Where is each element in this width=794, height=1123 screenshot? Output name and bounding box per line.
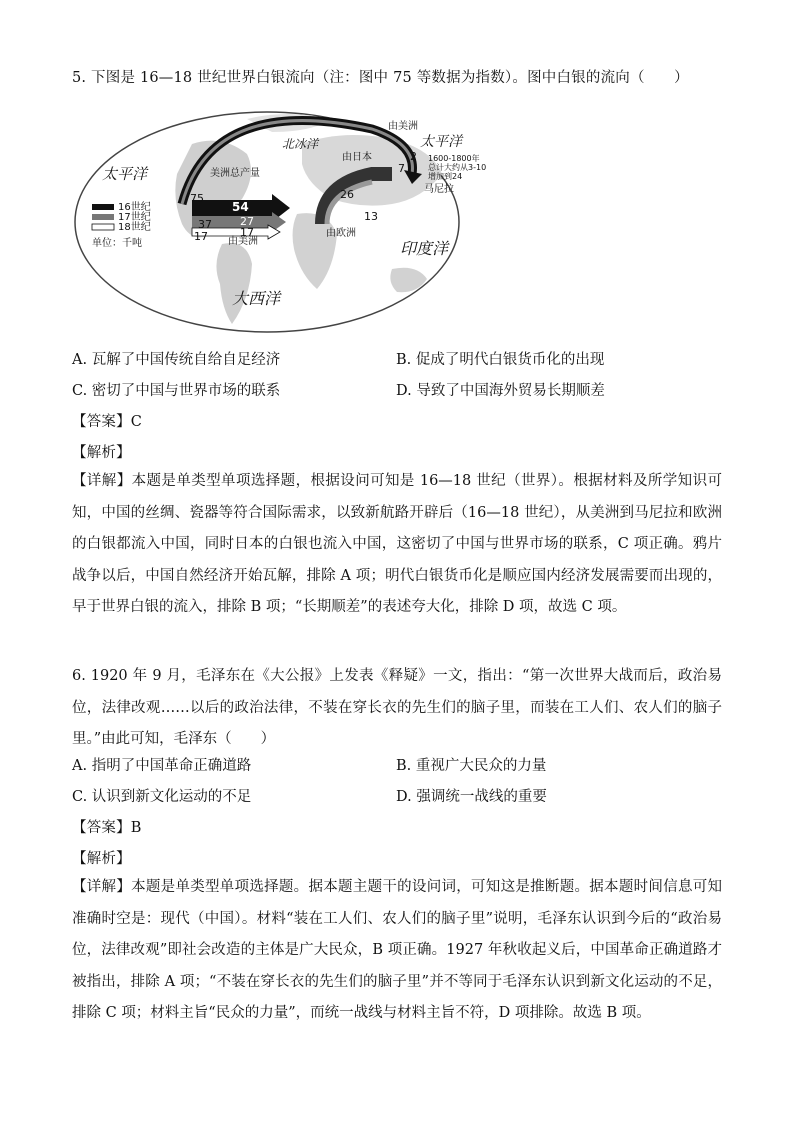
value-17-b: 17 bbox=[240, 226, 254, 239]
ocean-indian: 印度洋 bbox=[400, 239, 449, 258]
q6-stem: 6. 1920 年 9 月，毛泽东在《大公报》上发表《释疑》一文，指出：“第一次世界大战而后，政治易位，法律改观……以后的政治法律，不装在穿长衣的先生们的脑子里，而装在工人们、农人们的脑子里。”由此可知，毛泽东（ ） bbox=[72, 668, 722, 747]
value-54: 54 bbox=[232, 200, 249, 214]
legend-17c: 17世纪 bbox=[118, 212, 151, 223]
value-37: 37 bbox=[198, 218, 212, 231]
manila-label: 马尼拉 bbox=[424, 184, 454, 195]
q5-option-b: B. 促成了明代白银货币化的出现 bbox=[396, 352, 605, 368]
value-26: 26 bbox=[340, 188, 354, 201]
q5-option-a: A. 瓦解了中国传统自给自足经济 bbox=[72, 352, 281, 368]
note-line-1: 1600-1800年 bbox=[428, 154, 480, 163]
legend-unit: 单位：千吨 bbox=[92, 238, 142, 249]
q6-option-c: C. 认识到新文化运动的不足 bbox=[72, 789, 252, 805]
from-japan: 由日本 bbox=[342, 152, 372, 163]
ocean-arctic: 北冰洋 bbox=[282, 137, 319, 151]
ocean-pacific-west: 太平洋 bbox=[102, 165, 148, 183]
q5-option-d: D. 导致了中国海外贸易长期顺差 bbox=[396, 383, 605, 399]
q6-detail: 【详解】本题是单类型单项选择题。据本题主题干的设问词，可知这是推断题。据本题时间信息可知准确时空是：现代（中国）。材料“装在工人们、农人们的脑子里”说明，毛泽东认识到今后的“政治易位，法律改观”即社会改造的主体是广大民众，B 项正确。1927 年秋收起义后，中国革命正确道路才被指出，排除 A 项；“不装在穿长衣的先生们的脑子里”并不等同于毛泽东认识到新文化运动的不足，排除 C 项；材料主旨“民众的力量”，而统一战线与材料主旨不符，D 项排除。故选 B 项。 bbox=[72, 879, 722, 1021]
note-line-3: 增加到24 bbox=[428, 172, 463, 181]
legend-swatch-16c bbox=[92, 204, 114, 210]
q6-option-a: A. 指明了中国革命正确道路 bbox=[72, 758, 252, 774]
from-americas-south: 由美洲 bbox=[228, 236, 258, 247]
q5-detail: 【详解】本题是单类型单项选择题，根据设问可知是 16—18 世纪（世界）。根据材料及所学知识可知，中国的丝绸、瓷器等符合国际需求，以致新航路开辟后（16—18 世纪），从美洲到马尼拉和欧洲的白银都流入中国，同时日本的白银也流入中国，这密切了中国与世界市场的联系，C 项正确。鸦片战争以后，中国自然经济开始瓦解，排除 A 项；明代白银货币化是顺应国内经济发展需要而出现的，早于世界白银的流入，排除 B 项；“长期顺差”的表述夸大化，排除 D 项，故选 C 项。 bbox=[72, 473, 722, 615]
from-americas-north: 由美洲 bbox=[388, 121, 418, 132]
ocean-atlantic: 大西洋 bbox=[232, 289, 281, 308]
silver-flow-map bbox=[72, 104, 487, 336]
note-line-2: 总计大约从3-10 bbox=[428, 163, 487, 172]
legend-18c: 18世纪 bbox=[118, 222, 151, 233]
legend-swatch-17c bbox=[92, 214, 114, 220]
value-27: 27 bbox=[240, 215, 254, 228]
q5-option-c: C. 密切了中国与世界市场的联系 bbox=[72, 383, 281, 399]
from-europe: 由欧洲 bbox=[326, 228, 356, 239]
value-17-a: 17 bbox=[194, 230, 208, 243]
q6-analysis-title: 【解析】 bbox=[72, 851, 131, 867]
ocean-pacific-east: 太平洋 bbox=[420, 134, 462, 150]
legend-16c: 16世纪 bbox=[118, 202, 151, 213]
q5-answer: 【答案】C bbox=[72, 414, 143, 430]
q6-option-d: D. 强调统一战线的重要 bbox=[396, 789, 547, 805]
q6-answer: 【答案】B bbox=[72, 820, 142, 836]
q5-analysis-title: 【解析】 bbox=[72, 445, 131, 461]
value-13: 13 bbox=[364, 210, 378, 223]
q6-option-b: B. 重视广大民众的力量 bbox=[396, 758, 547, 774]
value-75: 75 bbox=[190, 192, 204, 205]
legend-swatch-18c bbox=[92, 224, 114, 230]
americas-total-label: 美洲总产量 bbox=[210, 168, 260, 179]
value-2: 2 bbox=[410, 150, 417, 163]
q5-stem: 5. 下图是 16—18 世纪世界白银流向（注：图中 75 等数据为指数）。图中白银的流向（ ） bbox=[72, 70, 689, 86]
value-7: 7 bbox=[398, 162, 405, 175]
